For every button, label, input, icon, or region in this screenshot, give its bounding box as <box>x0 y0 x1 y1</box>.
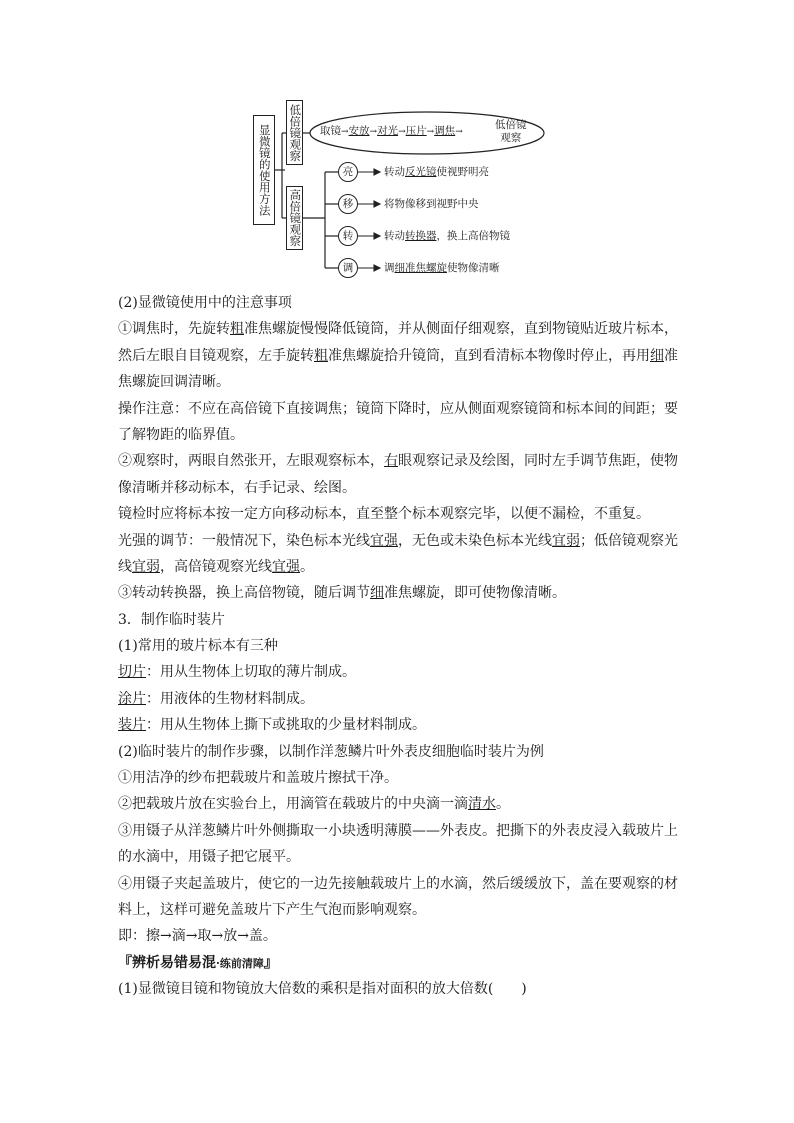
step-press: 压片 <box>405 125 427 137</box>
circle-adjust: 调 <box>338 258 358 278</box>
arrow-icon: → <box>455 127 463 137</box>
step-take: 取镜 <box>320 125 341 137</box>
low-end-line2: 观察 <box>500 132 522 144</box>
high-power-label: 高倍镜观察 <box>288 189 303 247</box>
box-heading-analysis: 『辨析易错易混·练前清障』 <box>118 954 278 971</box>
paragraph-line: ①用洁净的纱布把载玻片和盖玻片擦拭干净。 <box>118 770 398 787</box>
paragraph-line: 焦螺旋回调清晰。 <box>118 374 230 391</box>
subheading-precautions: (2)显微镜使用中的注意事项 <box>118 295 292 311</box>
step-place: 安放 <box>348 125 370 137</box>
subheading-steps: (2)临时装片的制作步骤，以制作洋葱鳞片叶外表皮细胞临时装片为例 <box>118 743 544 760</box>
paragraph-line: 镜检时应将标本按一定方向移动标本，直至整个标本观察完毕，以便不漏检，不重复。 <box>118 506 650 523</box>
arrow-icon: → <box>369 127 378 137</box>
question-line: (1)显微镜目镜和物镜放大倍数的乘积是指对面积的放大倍数( ) <box>118 981 527 998</box>
arrow-icon: → <box>398 127 406 137</box>
low-power-end <box>495 119 527 145</box>
paragraph-line: ①调焦时，先旋转粗准焦螺旋慢慢降低镜筒，并从侧面仔细观察，直到物镜贴近玻片标本， <box>118 321 678 338</box>
subheading-slide-types: (1)常用的玻片标本有三种 <box>118 638 278 655</box>
low-power-label: 低倍镜观察 <box>288 103 303 162</box>
paragraph-line: 线宜弱，高倍镜观察光线宜强。 <box>118 558 314 575</box>
annotation-turn: 转动转换器，换上高倍物镜 <box>384 230 510 242</box>
circle-move: 移 <box>338 194 358 214</box>
paragraph-line: 切片：用从生物体上切取的薄片制成。 <box>118 664 356 681</box>
paragraph-line: 的水滴中，用镊子把它展平。 <box>118 849 300 866</box>
paragraph-line: 像清晰并移动标本，右手记录、绘图。 <box>118 479 356 496</box>
document-body <box>118 290 688 1003</box>
high-power-box <box>286 186 303 250</box>
low-power-box <box>286 100 303 165</box>
low-power-steps <box>320 125 463 139</box>
section-heading: 3．制作临时装片 <box>118 611 225 628</box>
paragraph-line: 装片：用从生物体上撕下或挑取的少量材料制成。 <box>118 717 426 734</box>
arrow-icon: → <box>426 127 435 137</box>
paragraph-line: ②把载玻片放在实验台上，用滴管在载玻片的中央滴一滴清水。 <box>118 796 510 813</box>
main-method-box <box>253 115 275 225</box>
annotation-bright: 转动反光镜使视野明亮 <box>384 166 489 178</box>
paragraph-line: ②观察时，两眼自然张开，左眼观察标本，右眼观察记录及绘图，同时左手调节焦距，使物 <box>118 453 678 470</box>
paragraph-line: 涂片：用液体的生物材料制成。 <box>118 690 314 707</box>
paragraph-line: 料上，这样可避免盖玻片下产生气泡而影响观察。 <box>118 901 426 918</box>
annotation-adjust: 调细准焦螺旋使物像清晰 <box>384 262 500 274</box>
paragraph-line: 操作注意：不应在高倍镜下直接调焦；镜筒下降时，应从侧面观察镜筒和标本间的间距；要 <box>118 400 678 417</box>
low-end-line1: 低倍镜 <box>495 119 527 131</box>
paragraph-line: 光强的调节：一般情况下，染色标本光线宜强，无色或未染色标本光线宜弱；低倍镜观察光 <box>118 532 678 549</box>
paragraph-line: ③用镊子从洋葱鳞片叶外侧撕取一小块透明薄膜——外表皮。把撕下的外表皮浸入载玻片上 <box>118 822 678 839</box>
paragraph-line: ③转动转换器，换上高倍物镜，随后调节细准焦螺旋，即可使物像清晰。 <box>118 585 566 602</box>
paragraph-line: 然后左眼自目镜观察，左手旋转粗准焦螺旋拾升镜筒，直到看清标本物像时停止，再用细准 <box>118 347 678 364</box>
circle-bright: 亮 <box>338 162 358 182</box>
main-method-label: 显微镜的使用方法 <box>257 124 272 216</box>
circle-turn: 转 <box>338 226 358 246</box>
microscope-usage-diagram <box>0 0 794 290</box>
paragraph-line: ④用镊子夹起盖玻片，使它的一边先接触载玻片上的水滴，然后缓缓放下，盖在要观察的材 <box>118 875 678 892</box>
diagram-connectors <box>0 0 794 290</box>
paragraph-line: 即：擦→滴→取→放→盖。 <box>118 928 277 945</box>
step-light: 对光 <box>377 125 399 137</box>
arrow-icon: → <box>341 127 349 137</box>
paragraph-line: 了解物距的临界值。 <box>118 426 244 443</box>
step-focus: 调焦 <box>434 125 456 137</box>
annotation-move: 将物像移到视野中央 <box>384 198 479 210</box>
